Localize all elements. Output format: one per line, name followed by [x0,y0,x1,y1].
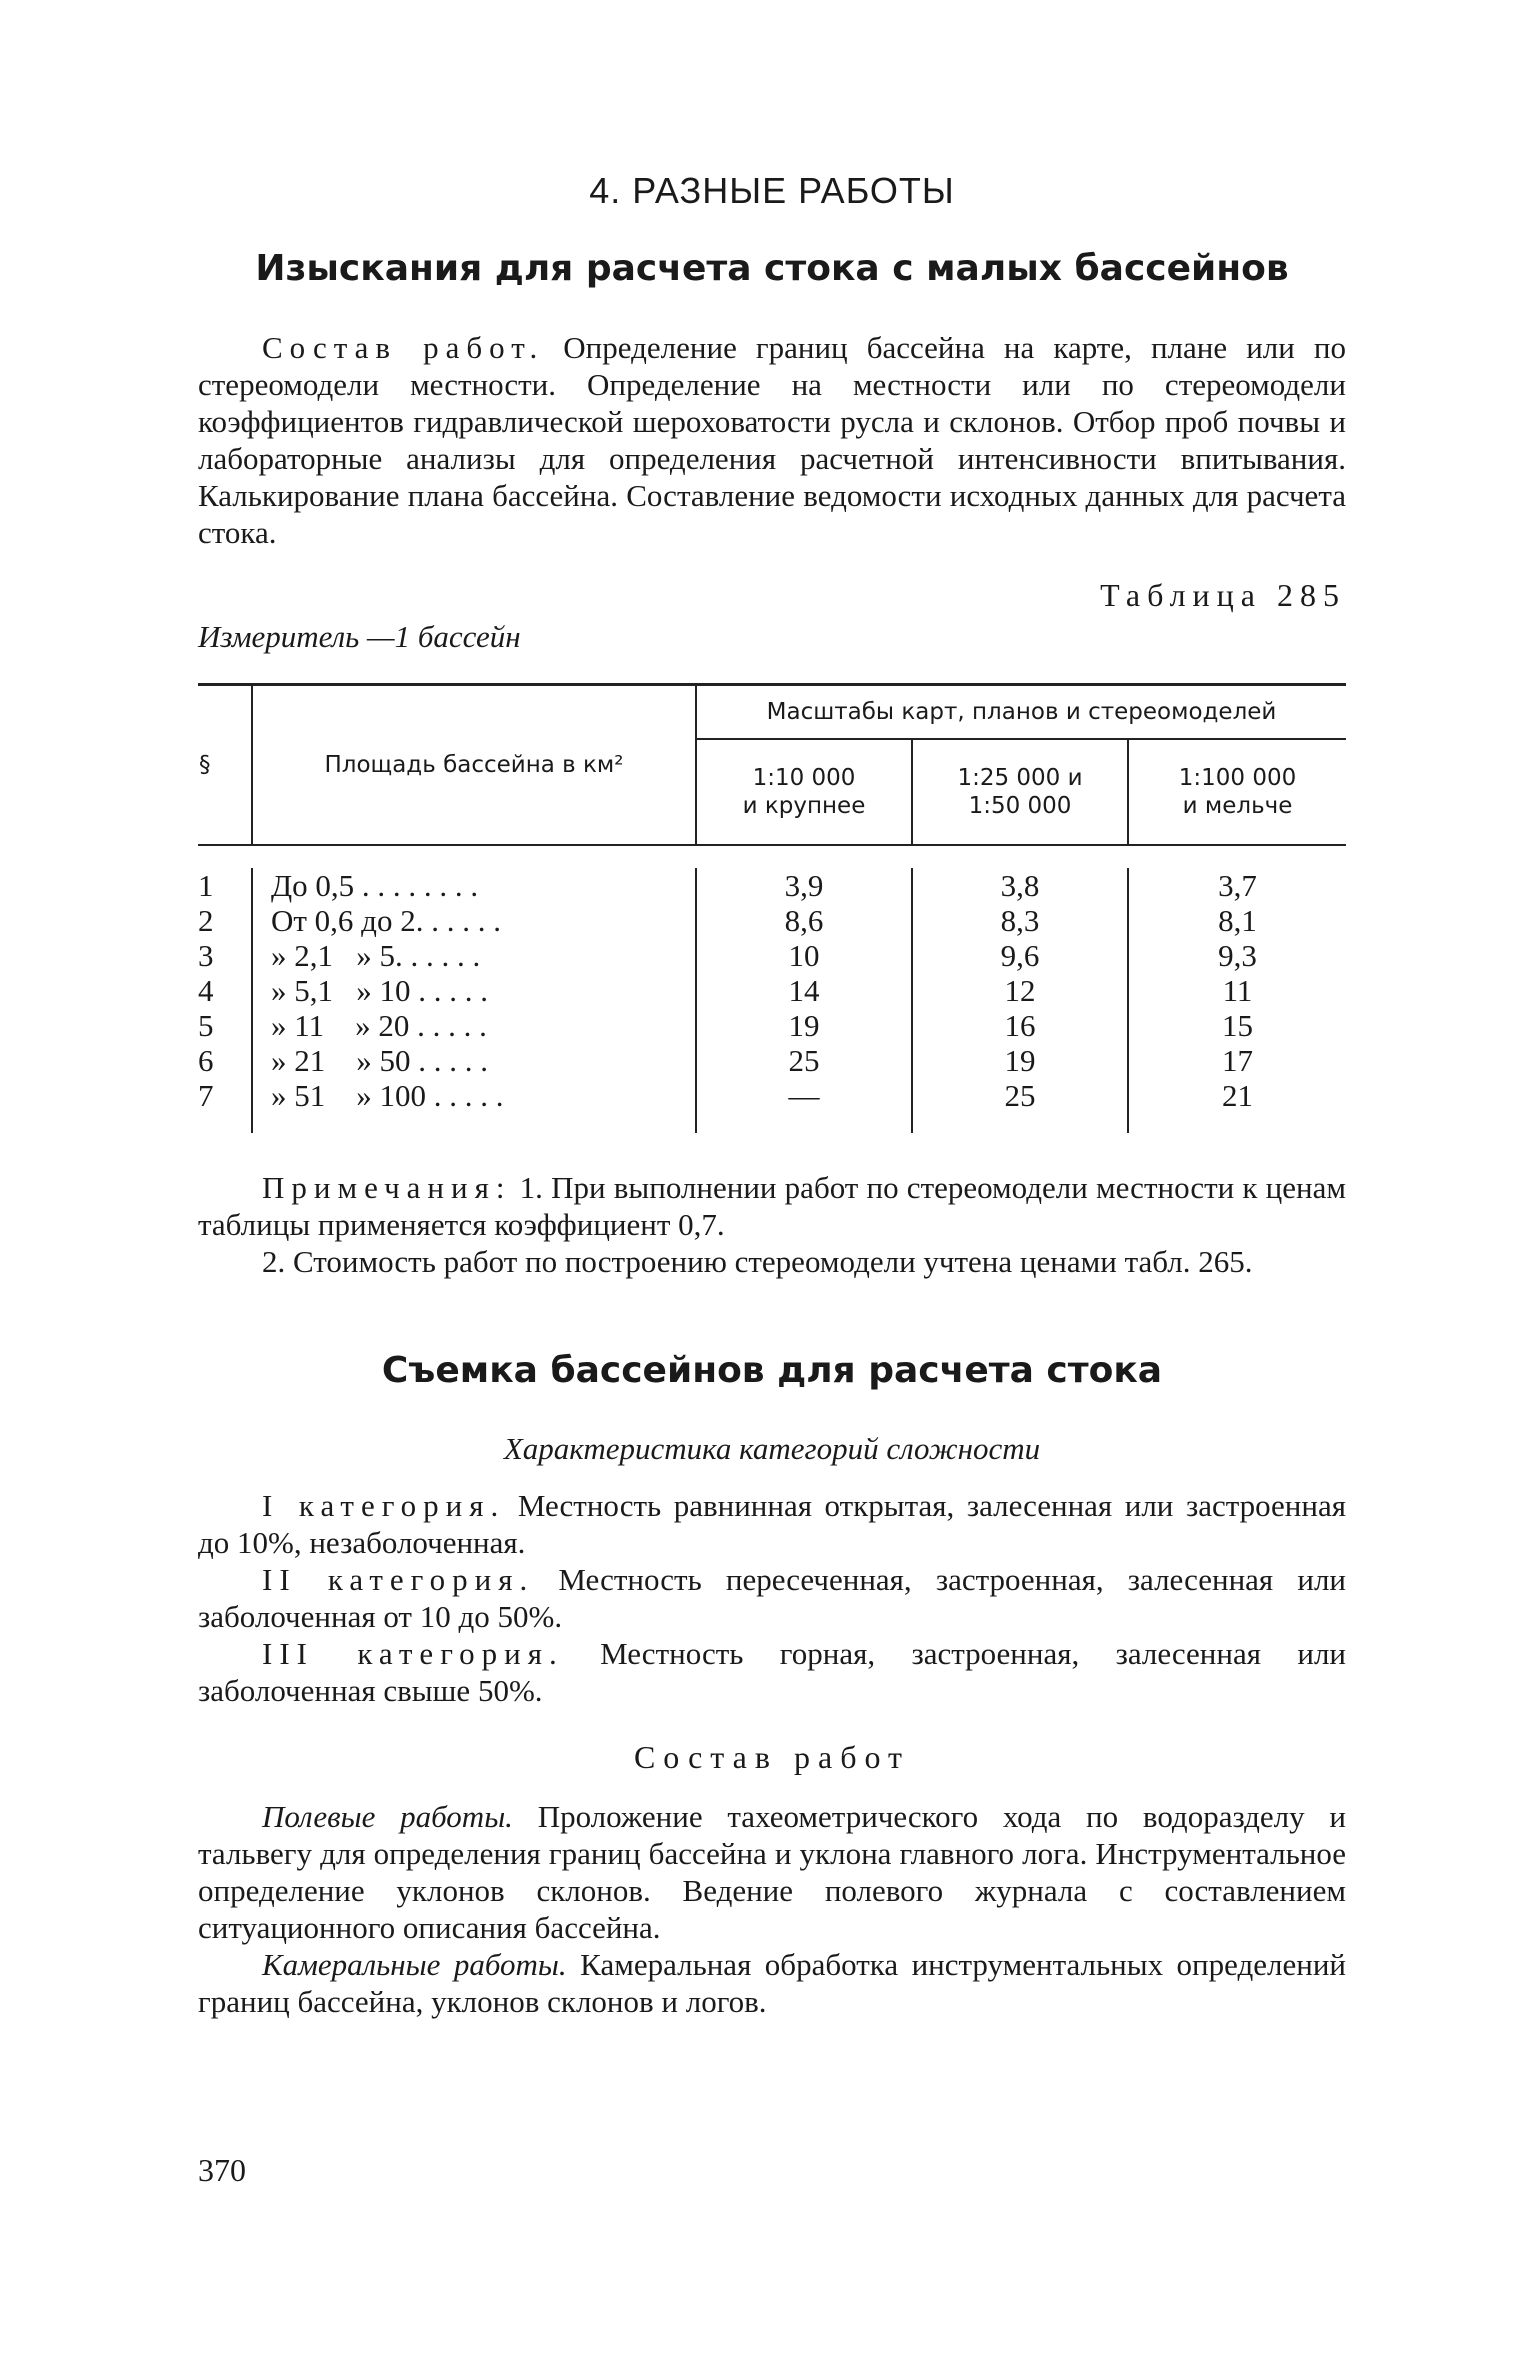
category-1-text: Местность равнинная открытая, залесенная или застроенная до 10%, незаболоченная. [198,1488,1346,1560]
row-number: 6 [198,1043,214,1078]
cell-scale-2: 9,6 [912,938,1128,973]
category-1-lead: I категория. [262,1488,506,1523]
work-composition-text: Определение границ бассейна на карте, плане или по стереомодели местности. Определение на местности или по стереомодели коэффициентов гидравлической шероховатости русла и склонов. Отбор проб почвы и лабораторные анализы для определения расчетной интенсивности впитывания. Калькирование плана бассейна. Составление ведомости исходных данных для расчета стока. [198,330,1347,550]
table-row [198,938,1346,973]
col-scale-2-header: 1:25 000 и 1:50 000 [912,739,1128,845]
row-area: От 0,6 до 2. . . . . . [252,903,696,938]
row-area: » 2,1 » 5. . . . . . [252,938,696,973]
cell-scale-3: 17 [1128,1043,1346,1078]
row-area: » 21 » 50 . . . . . [252,1043,696,1078]
category-3 [198,1635,1346,1709]
col-scale-3-header: 1:100 000 и мельче [1128,739,1346,845]
row-area: » 5,1 » 10 . . . . . [252,973,696,1008]
row-number: 2 [198,903,214,938]
col-area-header: Площадь бассейна в км² [252,685,696,846]
price-table [198,683,1346,1133]
cell-scale-3: 3,7 [1128,868,1346,903]
note-2: 2. Стоимость работ по построению стереомодели учтена ценами табл. 265. [262,1244,1253,1279]
cell-scale-2: 3,8 [912,868,1128,903]
cell-scale-1: 8,6 [696,903,912,938]
cell-scale-2: 25 [912,1078,1128,1113]
cell-scale-3: 15 [1128,1008,1346,1043]
category-3-text: Местность горная, застроенная, залесенная или заболоченная свыше 50%. [198,1636,1347,1708]
table-number: Таблица 285 [1100,577,1346,613]
row-number: 7 [198,1078,214,1113]
office-works-lead: Камеральные работы. [262,1947,567,1982]
table-row [198,1078,1346,1113]
cell-scale-1: 19 [696,1008,912,1043]
table-notes [198,1169,1346,1280]
heading-basin-survey: Съемка бассейнов для расчета стока [381,1350,1163,1391]
notes-lead: Примечания: [262,1170,512,1205]
table-row [198,903,1346,938]
work-composition-paragraph [198,329,1346,551]
col-scale-1-header: 1:10 000 и крупнее [696,739,912,845]
field-works-lead: Полевые работы. [262,1799,513,1834]
work-composition-lead: Состав работ. [262,330,545,365]
subheading-categories: Характеристика категорий сложности [503,1431,1041,1466]
cell-scale-2: 19 [912,1043,1128,1078]
category-2-text: Местность пересеченная, застроенная, залесенная или заболоченная от 10 до 50%. [198,1562,1347,1634]
category-3-lead: III категория. [262,1636,564,1671]
row-area: » 11 » 20 . . . . . [252,1008,696,1043]
category-2 [198,1561,1346,1635]
table-row [198,1043,1346,1078]
table-row [198,973,1346,1008]
table-meta [198,577,1346,661]
cell-scale-2: 12 [912,973,1128,1008]
col-para-header: § [198,685,252,846]
row-number: 4 [198,973,214,1008]
category-2-lead: II категория. [262,1562,535,1597]
cell-scale-3: 8,1 [1128,903,1346,938]
document-page [198,150,1346,2020]
cell-scale-1: — [696,1078,912,1113]
row-number: 1 [198,868,214,903]
cell-scale-1: 25 [696,1043,912,1078]
cell-scale-3: 21 [1128,1078,1346,1113]
cell-scale-2: 8,3 [912,903,1128,938]
field-works-text: Проложение тахеометрического хода по водоразделу и тальвегу для определения границ бассейна и уклона главного лога. Инструментальное определение уклонов склонов. Ведение полевого журнала с составлением ситуационного описания бассейна. [198,1799,1346,1945]
cell-scale-1: 14 [696,973,912,1008]
cell-scale-3: 9,3 [1128,938,1346,973]
row-number: 5 [198,1008,214,1043]
note-1 [198,1169,1346,1243]
measure-unit: Измеритель —1 бассейн [198,619,521,654]
field-works [198,1798,1346,1946]
row-area: » 51 » 100 . . . . . [252,1078,696,1113]
category-1 [198,1487,1346,1561]
office-works-text: Камеральная обработка инструментальных определений границ бассейна, уклонов склонов и логов. [198,1947,1347,2019]
row-area: До 0,5 . . . . . . . . [252,868,696,903]
cell-scale-2: 16 [912,1008,1128,1043]
work-composition-title: Состав работ [633,1739,911,1775]
page-number: 370 [198,2152,246,2188]
cell-scale-1: 3,9 [696,868,912,903]
cell-scale-3: 11 [1128,973,1346,1008]
table-row [198,1008,1346,1043]
table-row [198,868,1346,903]
row-number: 3 [198,938,214,973]
cell-scale-1: 10 [696,938,912,973]
section-title: 4. РАЗНЫЕ РАБОТЫ [589,170,955,211]
office-works [198,1946,1346,2020]
note-1-text: 1. При выполнении работ по стереомодели местности к ценам таблицы применяется коэффициент 0,7. [198,1170,1346,1242]
scale-group-header: Масштабы карт, планов и стереомоделей [696,685,1346,740]
heading-surveys: Изыскания для расчета стока с малых бассейнов [255,248,1289,289]
